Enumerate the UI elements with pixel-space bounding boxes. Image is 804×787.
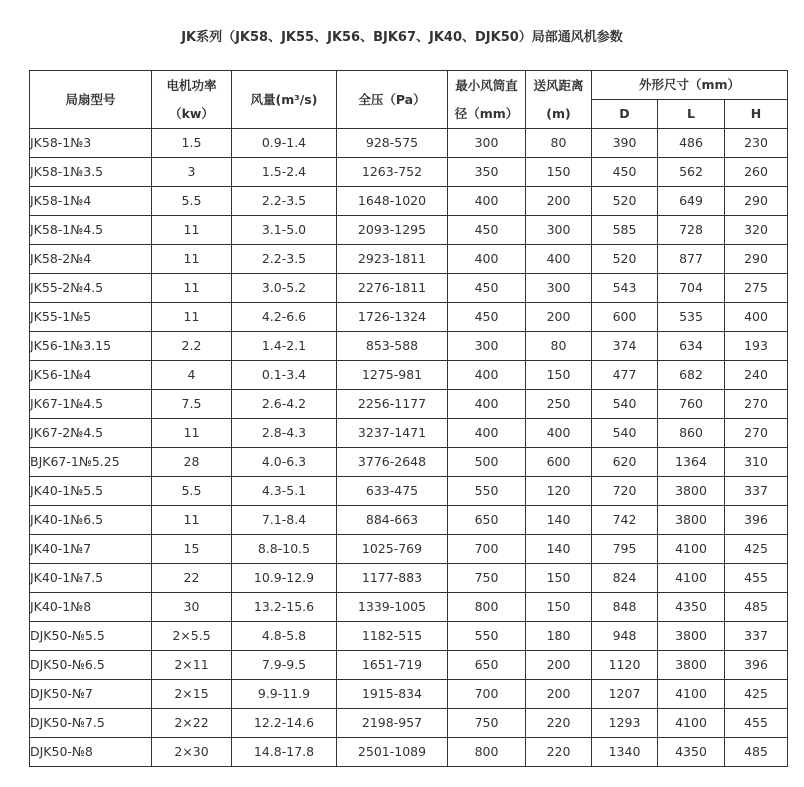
cell-duct-diameter: 400 <box>448 245 526 274</box>
cell-dim-l: 4100 <box>658 564 725 593</box>
cell-dim-h: 455 <box>725 709 788 738</box>
cell-airflow: 2.2-3.5 <box>232 245 337 274</box>
table-body <box>30 129 788 767</box>
cell-model: JK56-1№4 <box>30 361 152 390</box>
cell-dim-h: 337 <box>725 477 788 506</box>
cell-airflow: 3.1-5.0 <box>232 216 337 245</box>
cell-dim-h: 270 <box>725 390 788 419</box>
cell-dim-l: 486 <box>658 129 725 158</box>
table-row <box>30 419 788 448</box>
cell-dim-l: 4100 <box>658 680 725 709</box>
cell-power: 15 <box>152 535 232 564</box>
cell-power: 11 <box>152 419 232 448</box>
cell-distance: 400 <box>526 245 592 274</box>
cell-pressure: 884-663 <box>337 506 448 535</box>
cell-duct-diameter: 650 <box>448 651 526 680</box>
cell-dim-h: 425 <box>725 535 788 564</box>
cell-power: 22 <box>152 564 232 593</box>
cell-power: 1.5 <box>152 129 232 158</box>
cell-airflow: 9.9-11.9 <box>232 680 337 709</box>
cell-pressure: 2198-957 <box>337 709 448 738</box>
cell-pressure: 3237-1471 <box>337 419 448 448</box>
cell-pressure: 1182-515 <box>337 622 448 651</box>
cell-model: DJK50-№7 <box>30 680 152 709</box>
header-airflow: 风量(m³/s) <box>232 71 337 129</box>
cell-pressure: 928-575 <box>337 129 448 158</box>
cell-distance: 180 <box>526 622 592 651</box>
cell-dim-d: 824 <box>592 564 658 593</box>
cell-power: 11 <box>152 245 232 274</box>
cell-distance: 200 <box>526 651 592 680</box>
cell-distance: 120 <box>526 477 592 506</box>
table-row <box>30 738 788 767</box>
cell-power: 2×11 <box>152 651 232 680</box>
cell-duct-diameter: 400 <box>448 419 526 448</box>
cell-airflow: 0.1-3.4 <box>232 361 337 390</box>
cell-pressure: 3776-2648 <box>337 448 448 477</box>
cell-duct-diameter: 350 <box>448 158 526 187</box>
cell-distance: 140 <box>526 506 592 535</box>
cell-dim-l: 4350 <box>658 738 725 767</box>
header-power-line2: （kw） <box>169 105 214 121</box>
cell-pressure: 1648-1020 <box>337 187 448 216</box>
cell-distance: 150 <box>526 158 592 187</box>
cell-airflow: 4.8-5.8 <box>232 622 337 651</box>
cell-duct-diameter: 800 <box>448 738 526 767</box>
cell-power: 2×30 <box>152 738 232 767</box>
cell-dim-l: 760 <box>658 390 725 419</box>
cell-pressure: 633-475 <box>337 477 448 506</box>
cell-dim-l: 728 <box>658 216 725 245</box>
cell-duct-diameter: 400 <box>448 187 526 216</box>
header-model: 局扇型号 <box>30 71 152 129</box>
cell-pressure: 1275-981 <box>337 361 448 390</box>
header-power-line1: 电机功率 <box>166 77 217 93</box>
table-row <box>30 303 788 332</box>
cell-airflow: 2.6-4.2 <box>232 390 337 419</box>
cell-duct-diameter: 750 <box>448 564 526 593</box>
cell-airflow: 12.2-14.6 <box>232 709 337 738</box>
cell-power: 11 <box>152 303 232 332</box>
table-row <box>30 709 788 738</box>
table-row <box>30 477 788 506</box>
cell-model: DJK50-№7.5 <box>30 709 152 738</box>
cell-model: DJK50-№6.5 <box>30 651 152 680</box>
cell-power: 28 <box>152 448 232 477</box>
cell-distance: 400 <box>526 419 592 448</box>
cell-power: 5.5 <box>152 187 232 216</box>
cell-dim-l: 860 <box>658 419 725 448</box>
cell-dim-l: 682 <box>658 361 725 390</box>
cell-airflow: 14.8-17.8 <box>232 738 337 767</box>
table-row <box>30 187 788 216</box>
cell-duct-diameter: 800 <box>448 593 526 622</box>
cell-pressure: 1915-834 <box>337 680 448 709</box>
cell-airflow: 3.0-5.2 <box>232 274 337 303</box>
cell-dim-l: 649 <box>658 187 725 216</box>
cell-model: JK58-1№3 <box>30 129 152 158</box>
cell-power: 4 <box>152 361 232 390</box>
cell-power: 2.2 <box>152 332 232 361</box>
cell-model: JK55-1№5 <box>30 303 152 332</box>
cell-dim-d: 520 <box>592 187 658 216</box>
cell-dim-l: 3800 <box>658 622 725 651</box>
cell-dim-h: 230 <box>725 129 788 158</box>
cell-dim-h: 400 <box>725 303 788 332</box>
cell-pressure: 2093-1295 <box>337 216 448 245</box>
cell-model: DJK50-№8 <box>30 738 152 767</box>
header-duct <box>448 71 526 129</box>
cell-distance: 200 <box>526 303 592 332</box>
cell-dim-h: 240 <box>725 361 788 390</box>
cell-model: DJK50-№5.5 <box>30 622 152 651</box>
table-row <box>30 390 788 419</box>
cell-distance: 150 <box>526 361 592 390</box>
cell-power: 2×22 <box>152 709 232 738</box>
cell-airflow: 7.1-8.4 <box>232 506 337 535</box>
cell-power: 11 <box>152 274 232 303</box>
cell-airflow: 7.9-9.5 <box>232 651 337 680</box>
cell-distance: 200 <box>526 680 592 709</box>
cell-dim-d: 585 <box>592 216 658 245</box>
cell-airflow: 0.9-1.4 <box>232 129 337 158</box>
cell-dim-h: 290 <box>725 245 788 274</box>
cell-power: 11 <box>152 506 232 535</box>
cell-dim-d: 1293 <box>592 709 658 738</box>
table-row <box>30 245 788 274</box>
cell-dim-l: 3800 <box>658 477 725 506</box>
cell-airflow: 4.3-5.1 <box>232 477 337 506</box>
table-row <box>30 564 788 593</box>
cell-pressure: 1339-1005 <box>337 593 448 622</box>
cell-model: JK40-1№8 <box>30 593 152 622</box>
cell-dim-d: 1340 <box>592 738 658 767</box>
cell-airflow: 4.0-6.3 <box>232 448 337 477</box>
cell-pressure: 853-588 <box>337 332 448 361</box>
cell-dim-d: 1207 <box>592 680 658 709</box>
cell-dim-d: 477 <box>592 361 658 390</box>
cell-dim-d: 374 <box>592 332 658 361</box>
cell-duct-diameter: 700 <box>448 535 526 564</box>
cell-airflow: 13.2-15.6 <box>232 593 337 622</box>
table-row <box>30 332 788 361</box>
table-row <box>30 361 788 390</box>
table-row <box>30 535 788 564</box>
header-d: D <box>592 100 658 129</box>
cell-dim-l: 535 <box>658 303 725 332</box>
cell-distance: 150 <box>526 593 592 622</box>
cell-dim-h: 485 <box>725 593 788 622</box>
cell-duct-diameter: 500 <box>448 448 526 477</box>
cell-dim-h: 396 <box>725 651 788 680</box>
cell-model: JK40-1№6.5 <box>30 506 152 535</box>
cell-dim-l: 562 <box>658 158 725 187</box>
cell-distance: 220 <box>526 709 592 738</box>
table-row <box>30 129 788 158</box>
cell-dim-l: 4350 <box>658 593 725 622</box>
cell-airflow: 10.9-12.9 <box>232 564 337 593</box>
cell-dim-l: 877 <box>658 245 725 274</box>
cell-dim-h: 260 <box>725 158 788 187</box>
cell-model: JK58-1№3.5 <box>30 158 152 187</box>
cell-duct-diameter: 450 <box>448 216 526 245</box>
cell-duct-diameter: 550 <box>448 477 526 506</box>
cell-dim-l: 1364 <box>658 448 725 477</box>
cell-dim-d: 848 <box>592 593 658 622</box>
cell-dim-l: 4100 <box>658 709 725 738</box>
header-l: L <box>658 100 725 129</box>
cell-airflow: 4.2-6.6 <box>232 303 337 332</box>
cell-pressure: 1263-752 <box>337 158 448 187</box>
cell-distance: 300 <box>526 274 592 303</box>
cell-duct-diameter: 550 <box>448 622 526 651</box>
cell-distance: 80 <box>526 332 592 361</box>
cell-power: 11 <box>152 216 232 245</box>
page-title: JK系列（JK58、JK55、JK56、BJK67、JK40、DJK50）局部通风机参数 <box>181 30 623 45</box>
cell-dim-d: 520 <box>592 245 658 274</box>
cell-power: 7.5 <box>152 390 232 419</box>
cell-power: 2×5.5 <box>152 622 232 651</box>
cell-dim-l: 634 <box>658 332 725 361</box>
cell-distance: 140 <box>526 535 592 564</box>
cell-duct-diameter: 400 <box>448 361 526 390</box>
table-row <box>30 680 788 709</box>
table-row <box>30 622 788 651</box>
header-distance-line1: 送风距离 <box>533 77 584 93</box>
header-h: H <box>725 100 788 129</box>
cell-airflow: 2.2-3.5 <box>232 187 337 216</box>
header-dimensions: 外形尺寸（mm） <box>592 71 788 100</box>
cell-model: JK67-1№4.5 <box>30 390 152 419</box>
cell-model: BJK67-1№5.25 <box>30 448 152 477</box>
table-row <box>30 158 788 187</box>
header-duct-line1: 最小风筒直 <box>455 77 518 93</box>
cell-duct-diameter: 300 <box>448 332 526 361</box>
cell-distance: 80 <box>526 129 592 158</box>
cell-pressure: 2501-1089 <box>337 738 448 767</box>
cell-distance: 250 <box>526 390 592 419</box>
cell-dim-l: 704 <box>658 274 725 303</box>
cell-pressure: 2256-1177 <box>337 390 448 419</box>
cell-pressure: 2276-1811 <box>337 274 448 303</box>
cell-dim-d: 450 <box>592 158 658 187</box>
table-header-row <box>30 71 788 100</box>
header-pressure: 全压（Pa） <box>337 71 448 129</box>
cell-distance: 150 <box>526 564 592 593</box>
cell-dim-l: 3800 <box>658 506 725 535</box>
cell-dim-h: 396 <box>725 506 788 535</box>
cell-airflow: 1.4-2.1 <box>232 332 337 361</box>
header-distance-line2: (m) <box>546 105 571 121</box>
cell-dim-h: 193 <box>725 332 788 361</box>
table-row <box>30 448 788 477</box>
cell-airflow: 8.8-10.5 <box>232 535 337 564</box>
cell-model: JK58-1№4.5 <box>30 216 152 245</box>
header-distance <box>526 71 592 129</box>
table-row <box>30 506 788 535</box>
cell-airflow: 1.5-2.4 <box>232 158 337 187</box>
cell-power: 2×15 <box>152 680 232 709</box>
table-row <box>30 593 788 622</box>
cell-model: JK58-2№4 <box>30 245 152 274</box>
cell-distance: 600 <box>526 448 592 477</box>
cell-distance: 300 <box>526 216 592 245</box>
cell-pressure: 1025-769 <box>337 535 448 564</box>
table-row <box>30 216 788 245</box>
cell-pressure: 1177-883 <box>337 564 448 593</box>
fan-parameter-table <box>29 70 788 767</box>
cell-dim-h: 455 <box>725 564 788 593</box>
cell-duct-diameter: 300 <box>448 129 526 158</box>
cell-model: JK58-1№4 <box>30 187 152 216</box>
table-row <box>30 651 788 680</box>
cell-pressure: 1651-719 <box>337 651 448 680</box>
cell-model: JK40-1№7.5 <box>30 564 152 593</box>
cell-model: JK40-1№5.5 <box>30 477 152 506</box>
cell-dim-h: 310 <box>725 448 788 477</box>
cell-duct-diameter: 400 <box>448 390 526 419</box>
cell-pressure: 2923-1811 <box>337 245 448 274</box>
cell-duct-diameter: 750 <box>448 709 526 738</box>
cell-dim-h: 425 <box>725 680 788 709</box>
cell-dim-h: 275 <box>725 274 788 303</box>
cell-dim-l: 4100 <box>658 535 725 564</box>
cell-model: JK55-2№4.5 <box>30 274 152 303</box>
cell-dim-d: 742 <box>592 506 658 535</box>
cell-distance: 220 <box>526 738 592 767</box>
header-power <box>152 71 232 129</box>
cell-dim-h: 320 <box>725 216 788 245</box>
cell-dim-h: 337 <box>725 622 788 651</box>
cell-airflow: 2.8-4.3 <box>232 419 337 448</box>
cell-duct-diameter: 450 <box>448 274 526 303</box>
header-duct-line2: 径（mm） <box>454 105 519 121</box>
cell-duct-diameter: 450 <box>448 303 526 332</box>
cell-duct-diameter: 650 <box>448 506 526 535</box>
cell-dim-d: 1120 <box>592 651 658 680</box>
cell-model: JK56-1№3.15 <box>30 332 152 361</box>
cell-dim-d: 600 <box>592 303 658 332</box>
cell-dim-h: 485 <box>725 738 788 767</box>
cell-dim-d: 948 <box>592 622 658 651</box>
cell-model: JK40-1№7 <box>30 535 152 564</box>
cell-dim-d: 543 <box>592 274 658 303</box>
cell-dim-d: 620 <box>592 448 658 477</box>
cell-dim-d: 720 <box>592 477 658 506</box>
cell-pressure: 1726-1324 <box>337 303 448 332</box>
cell-dim-d: 540 <box>592 390 658 419</box>
cell-dim-d: 540 <box>592 419 658 448</box>
cell-dim-d: 390 <box>592 129 658 158</box>
cell-dim-h: 270 <box>725 419 788 448</box>
cell-dim-l: 3800 <box>658 651 725 680</box>
table-row <box>30 274 788 303</box>
cell-distance: 200 <box>526 187 592 216</box>
cell-model: JK67-2№4.5 <box>30 419 152 448</box>
cell-power: 30 <box>152 593 232 622</box>
cell-dim-h: 290 <box>725 187 788 216</box>
cell-duct-diameter: 700 <box>448 680 526 709</box>
cell-power: 5.5 <box>152 477 232 506</box>
cell-power: 3 <box>152 158 232 187</box>
cell-dim-d: 795 <box>592 535 658 564</box>
